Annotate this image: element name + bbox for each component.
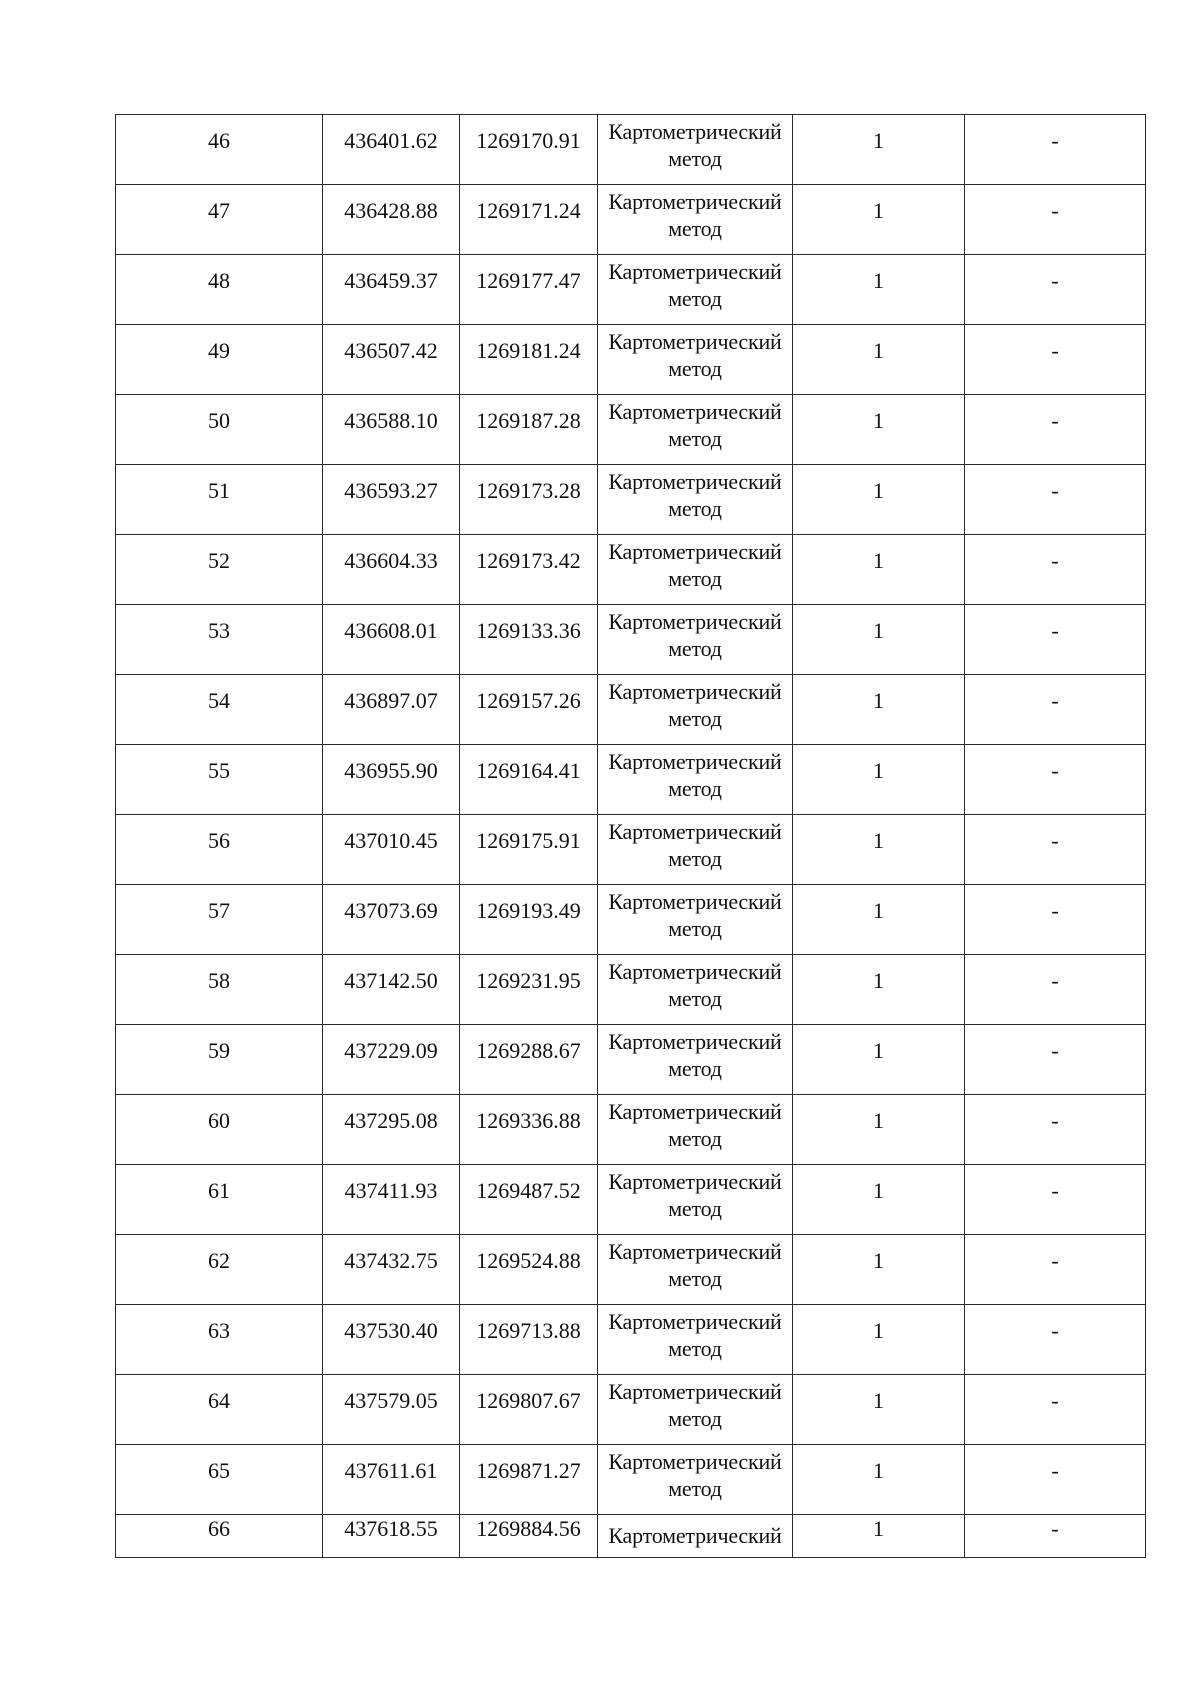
y-coordinate: 1269193.49 — [476, 898, 581, 923]
y-coordinate: 1269807.67 — [476, 1388, 581, 1413]
x-coordinate-cell — [323, 535, 460, 605]
note-cell — [965, 1305, 1146, 1375]
y-coordinate-cell — [460, 675, 598, 745]
y-coordinate: 1269157.26 — [476, 688, 581, 713]
y-coordinate: 1269164.41 — [476, 758, 581, 783]
y-coordinate: 1269173.28 — [476, 478, 581, 503]
table-row — [116, 1095, 1146, 1165]
x-coordinate: 437411.93 — [344, 1178, 438, 1203]
point-number: 53 — [208, 618, 230, 643]
method-line1: Картометрический — [608, 1523, 782, 1548]
accuracy-cell — [793, 885, 965, 955]
point-number-cell — [116, 605, 323, 675]
table-row — [116, 185, 1146, 255]
accuracy-cell — [793, 955, 965, 1025]
note-value: - — [1051, 1108, 1059, 1133]
note-cell — [965, 675, 1146, 745]
y-coordinate-cell — [460, 255, 598, 325]
method-line2: метод — [668, 216, 722, 241]
point-number: 64 — [208, 1388, 230, 1413]
table-row — [116, 605, 1146, 675]
x-coordinate: 437579.05 — [344, 1388, 438, 1413]
point-number-cell — [116, 745, 323, 815]
method-line1: Картометрический — [608, 1449, 782, 1474]
note-value: - — [1051, 548, 1059, 573]
accuracy-cell — [793, 115, 965, 185]
point-number: 47 — [208, 198, 230, 223]
y-coordinate: 1269288.67 — [476, 1038, 581, 1063]
point-number: 48 — [208, 268, 230, 293]
note-cell — [965, 395, 1146, 465]
point-number-cell — [116, 535, 323, 605]
note-value: - — [1051, 338, 1059, 363]
accuracy-value: 1 — [873, 1038, 884, 1063]
x-coordinate: 436459.37 — [344, 268, 438, 293]
point-number-cell — [116, 465, 323, 535]
accuracy-value: 1 — [873, 1248, 884, 1273]
method-cell — [598, 1375, 793, 1445]
y-coordinate-cell — [460, 1305, 598, 1375]
note-cell — [965, 1375, 1146, 1445]
method-line1: Картометрический — [608, 329, 782, 354]
table-row — [116, 885, 1146, 955]
note-cell — [965, 745, 1146, 815]
point-number-cell — [116, 1095, 323, 1165]
x-coordinate-cell — [323, 605, 460, 675]
x-coordinate-cell — [323, 465, 460, 535]
note-value: - — [1051, 688, 1059, 713]
x-coordinate-cell — [323, 675, 460, 745]
method-cell — [598, 885, 793, 955]
method-line2: метод — [668, 1126, 722, 1151]
point-number-cell — [116, 955, 323, 1025]
accuracy-cell — [793, 1165, 965, 1235]
note-cell — [965, 1515, 1146, 1558]
accuracy-cell — [793, 1445, 965, 1515]
note-cell — [965, 535, 1146, 605]
accuracy-cell — [793, 1305, 965, 1375]
point-number: 59 — [208, 1038, 230, 1063]
y-coordinate-cell — [460, 1375, 598, 1445]
table-row — [116, 1305, 1146, 1375]
method-line2: метод — [668, 846, 722, 871]
x-coordinate: 437010.45 — [344, 828, 438, 853]
method-line2: метод — [668, 356, 722, 381]
point-number-cell — [116, 1165, 323, 1235]
table-body — [116, 115, 1146, 1558]
y-coordinate-cell — [460, 325, 598, 395]
accuracy-value: 1 — [873, 688, 884, 713]
accuracy-cell — [793, 675, 965, 745]
accuracy-value: 1 — [873, 1458, 884, 1483]
note-value: - — [1051, 1178, 1059, 1203]
method-line2: метод — [668, 1056, 722, 1081]
method-cell — [598, 815, 793, 885]
method-line1: Картометрический — [608, 1309, 782, 1334]
x-coordinate: 437073.69 — [344, 898, 438, 923]
accuracy-value: 1 — [873, 968, 884, 993]
y-coordinate: 1269884.56 — [476, 1516, 581, 1541]
accuracy-value: 1 — [873, 758, 884, 783]
x-coordinate-cell — [323, 1095, 460, 1165]
accuracy-cell — [793, 1095, 965, 1165]
method-line1: Картометрический — [608, 959, 782, 984]
method-line1: Картометрический — [608, 889, 782, 914]
method-line2: метод — [668, 986, 722, 1011]
method-cell — [598, 1165, 793, 1235]
note-cell — [965, 1095, 1146, 1165]
x-coordinate: 436604.33 — [344, 548, 438, 573]
accuracy-value: 1 — [873, 478, 884, 503]
accuracy-value: 1 — [873, 1516, 884, 1541]
x-coordinate: 437229.09 — [344, 1038, 438, 1063]
accuracy-cell — [793, 1025, 965, 1095]
note-cell — [965, 815, 1146, 885]
note-cell — [965, 1165, 1146, 1235]
table-row — [116, 115, 1146, 185]
method-line2: метод — [668, 1266, 722, 1291]
point-number: 63 — [208, 1318, 230, 1343]
point-number: 62 — [208, 1248, 230, 1273]
accuracy-cell — [793, 465, 965, 535]
method-line1: Картометрический — [608, 679, 782, 704]
point-number: 51 — [208, 478, 230, 503]
point-number: 65 — [208, 1458, 230, 1483]
method-line2: метод — [668, 1196, 722, 1221]
table-row — [116, 1445, 1146, 1515]
x-coordinate-cell — [323, 1445, 460, 1515]
point-number-cell — [116, 1515, 323, 1558]
method-cell — [598, 465, 793, 535]
table-row — [116, 955, 1146, 1025]
x-coordinate: 437142.50 — [344, 968, 438, 993]
y-coordinate-cell — [460, 1025, 598, 1095]
accuracy-value: 1 — [873, 1388, 884, 1413]
accuracy-cell — [793, 185, 965, 255]
x-coordinate: 436955.90 — [344, 758, 438, 783]
point-number: 50 — [208, 408, 230, 433]
note-value: - — [1051, 198, 1059, 223]
note-value: - — [1051, 758, 1059, 783]
accuracy-cell — [793, 745, 965, 815]
point-number: 58 — [208, 968, 230, 993]
x-coordinate: 436608.01 — [344, 618, 438, 643]
y-coordinate-cell — [460, 815, 598, 885]
method-cell — [598, 255, 793, 325]
method-cell — [598, 675, 793, 745]
table-row — [116, 395, 1146, 465]
method-line2: метод — [668, 496, 722, 521]
point-number-cell — [116, 185, 323, 255]
accuracy-value: 1 — [873, 1178, 884, 1203]
point-number-cell — [116, 255, 323, 325]
note-value: - — [1051, 1458, 1059, 1483]
y-coordinate-cell — [460, 1515, 598, 1558]
x-coordinate-cell — [323, 255, 460, 325]
x-coordinate: 437530.40 — [344, 1318, 438, 1343]
note-cell — [965, 255, 1146, 325]
accuracy-value: 1 — [873, 828, 884, 853]
x-coordinate: 436428.88 — [344, 198, 438, 223]
y-coordinate: 1269871.27 — [476, 1458, 581, 1483]
y-coordinate: 1269336.88 — [476, 1108, 581, 1133]
table-row — [116, 465, 1146, 535]
y-coordinate-cell — [460, 1095, 598, 1165]
x-coordinate-cell — [323, 325, 460, 395]
x-coordinate-cell — [323, 955, 460, 1025]
accuracy-value: 1 — [873, 548, 884, 573]
note-cell — [965, 885, 1146, 955]
y-coordinate: 1269487.52 — [476, 1178, 581, 1203]
note-value: - — [1051, 1248, 1059, 1273]
y-coordinate-cell — [460, 1445, 598, 1515]
method-cell — [598, 1445, 793, 1515]
point-number-cell — [116, 1445, 323, 1515]
method-line1: Картометрический — [608, 1099, 782, 1124]
y-coordinate-cell — [460, 115, 598, 185]
method-cell — [598, 1095, 793, 1165]
method-cell — [598, 1025, 793, 1095]
method-line1: Картометрический — [608, 1029, 782, 1054]
table-row — [116, 535, 1146, 605]
note-value: - — [1051, 408, 1059, 433]
note-cell — [965, 1025, 1146, 1095]
point-number: 54 — [208, 688, 230, 713]
method-line2: метод — [668, 636, 722, 661]
accuracy-cell — [793, 395, 965, 465]
note-value: - — [1051, 1516, 1059, 1541]
accuracy-value: 1 — [873, 1318, 884, 1343]
method-line2: метод — [668, 1406, 722, 1431]
y-coordinate: 1269177.47 — [476, 268, 581, 293]
method-cell — [598, 535, 793, 605]
accuracy-cell — [793, 815, 965, 885]
point-number-cell — [116, 815, 323, 885]
y-coordinate: 1269713.88 — [476, 1318, 581, 1343]
note-value: - — [1051, 828, 1059, 853]
method-cell — [598, 325, 793, 395]
point-number: 57 — [208, 898, 230, 923]
y-coordinate: 1269524.88 — [476, 1248, 581, 1273]
method-cell — [598, 955, 793, 1025]
note-value: - — [1051, 1038, 1059, 1063]
note-cell — [965, 605, 1146, 675]
accuracy-cell — [793, 605, 965, 675]
x-coordinate: 437618.55 — [344, 1516, 438, 1541]
method-cell — [598, 1515, 793, 1558]
note-cell — [965, 955, 1146, 1025]
table-row — [116, 1375, 1146, 1445]
table-row-last — [116, 1515, 1146, 1558]
method-cell — [598, 1235, 793, 1305]
x-coordinate: 436593.27 — [344, 478, 438, 503]
point-number-cell — [116, 1375, 323, 1445]
point-number-cell — [116, 1235, 323, 1305]
method-line1: Картометрический — [608, 1169, 782, 1194]
method-line2: метод — [668, 1476, 722, 1501]
accuracy-cell — [793, 1375, 965, 1445]
note-cell — [965, 185, 1146, 255]
y-coordinate-cell — [460, 185, 598, 255]
method-line2: метод — [668, 916, 722, 941]
x-coordinate: 437432.75 — [344, 1248, 438, 1273]
method-line1: Картометрический — [608, 749, 782, 774]
accuracy-value: 1 — [873, 128, 884, 153]
table-row — [116, 1165, 1146, 1235]
method-line1: Картометрический — [608, 259, 782, 284]
point-number-cell — [116, 885, 323, 955]
point-number-cell — [116, 325, 323, 395]
note-value: - — [1051, 1388, 1059, 1413]
accuracy-cell — [793, 255, 965, 325]
note-value: - — [1051, 898, 1059, 923]
point-number-cell — [116, 1025, 323, 1095]
x-coordinate: 437611.61 — [344, 1458, 438, 1483]
coordinates-table — [115, 114, 1146, 1558]
point-number: 60 — [208, 1108, 230, 1133]
x-coordinate: 436401.62 — [344, 128, 438, 153]
method-cell — [598, 745, 793, 815]
table-row — [116, 815, 1146, 885]
table-row — [116, 675, 1146, 745]
method-line1: Картометрический — [608, 119, 782, 144]
point-number-cell — [116, 675, 323, 745]
accuracy-cell — [793, 325, 965, 395]
x-coordinate-cell — [323, 745, 460, 815]
y-coordinate: 1269175.91 — [476, 828, 581, 853]
y-coordinate-cell — [460, 535, 598, 605]
point-number: 49 — [208, 338, 230, 363]
point-number: 61 — [208, 1178, 230, 1203]
x-coordinate-cell — [323, 1305, 460, 1375]
method-line1: Картометрический — [608, 1379, 782, 1404]
x-coordinate: 436897.07 — [344, 688, 438, 713]
x-coordinate: 436507.42 — [344, 338, 438, 363]
x-coordinate-cell — [323, 1165, 460, 1235]
accuracy-cell — [793, 1515, 965, 1558]
note-value: - — [1051, 968, 1059, 993]
method-line2: метод — [668, 566, 722, 591]
note-cell — [965, 1235, 1146, 1305]
method-line1: Картометрический — [608, 819, 782, 844]
x-coordinate: 437295.08 — [344, 1108, 438, 1133]
table-row — [116, 1025, 1146, 1095]
x-coordinate: 436588.10 — [344, 408, 438, 433]
note-value: - — [1051, 128, 1059, 153]
x-coordinate-cell — [323, 885, 460, 955]
note-value: - — [1051, 618, 1059, 643]
x-coordinate-cell — [323, 185, 460, 255]
y-coordinate-cell — [460, 395, 598, 465]
x-coordinate-cell — [323, 115, 460, 185]
accuracy-cell — [793, 1235, 965, 1305]
note-value: - — [1051, 1318, 1059, 1343]
table-row — [116, 255, 1146, 325]
table-row — [116, 325, 1146, 395]
point-number-cell — [116, 1305, 323, 1375]
method-cell — [598, 605, 793, 675]
point-number: 46 — [208, 128, 230, 153]
y-coordinate: 1269187.28 — [476, 408, 581, 433]
accuracy-value: 1 — [873, 898, 884, 923]
method-line2: метод — [668, 426, 722, 451]
method-line1: Картометрический — [608, 1239, 782, 1264]
method-line2: метод — [668, 1336, 722, 1361]
method-line2: метод — [668, 776, 722, 801]
accuracy-value: 1 — [873, 618, 884, 643]
method-line2: метод — [668, 286, 722, 311]
y-coordinate-cell — [460, 1165, 598, 1235]
y-coordinate-cell — [460, 745, 598, 815]
x-coordinate-cell — [323, 395, 460, 465]
method-line1: Картометрический — [608, 609, 782, 634]
note-cell — [965, 1445, 1146, 1515]
accuracy-value: 1 — [873, 408, 884, 433]
table-row — [116, 1235, 1146, 1305]
point-number-cell — [116, 395, 323, 465]
y-coordinate-cell — [460, 465, 598, 535]
y-coordinate: 1269133.36 — [476, 618, 581, 643]
method-line2: метод — [668, 706, 722, 731]
x-coordinate-cell — [323, 815, 460, 885]
point-number: 55 — [208, 758, 230, 783]
method-cell — [598, 1305, 793, 1375]
note-cell — [965, 325, 1146, 395]
y-coordinate: 1269173.42 — [476, 548, 581, 573]
note-cell — [965, 115, 1146, 185]
note-value: - — [1051, 268, 1059, 293]
method-line2: метод — [668, 146, 722, 171]
note-cell — [965, 465, 1146, 535]
y-coordinate-cell — [460, 1235, 598, 1305]
x-coordinate-cell — [323, 1515, 460, 1558]
x-coordinate-cell — [323, 1235, 460, 1305]
method-line1: Картометрический — [608, 469, 782, 494]
point-number-cell — [116, 115, 323, 185]
y-coordinate: 1269231.95 — [476, 968, 581, 993]
point-number: 52 — [208, 548, 230, 573]
accuracy-cell — [793, 535, 965, 605]
x-coordinate-cell — [323, 1375, 460, 1445]
method-line1: Картометрический — [608, 539, 782, 564]
method-line1: Картометрический — [608, 399, 782, 424]
y-coordinate: 1269181.24 — [476, 338, 581, 363]
y-coordinate: 1269170.91 — [476, 128, 581, 153]
table-row — [116, 745, 1146, 815]
point-number: 56 — [208, 828, 230, 853]
y-coordinate-cell — [460, 605, 598, 675]
y-coordinate: 1269171.24 — [476, 198, 581, 223]
method-line1: Картометрический — [608, 189, 782, 214]
method-cell — [598, 115, 793, 185]
point-number: 66 — [208, 1516, 230, 1541]
accuracy-value: 1 — [873, 268, 884, 293]
method-cell — [598, 185, 793, 255]
accuracy-value: 1 — [873, 338, 884, 363]
y-coordinate-cell — [460, 955, 598, 1025]
accuracy-value: 1 — [873, 1108, 884, 1133]
accuracy-value: 1 — [873, 198, 884, 223]
x-coordinate-cell — [323, 1025, 460, 1095]
y-coordinate-cell — [460, 885, 598, 955]
method-cell — [598, 395, 793, 465]
note-value: - — [1051, 478, 1059, 503]
